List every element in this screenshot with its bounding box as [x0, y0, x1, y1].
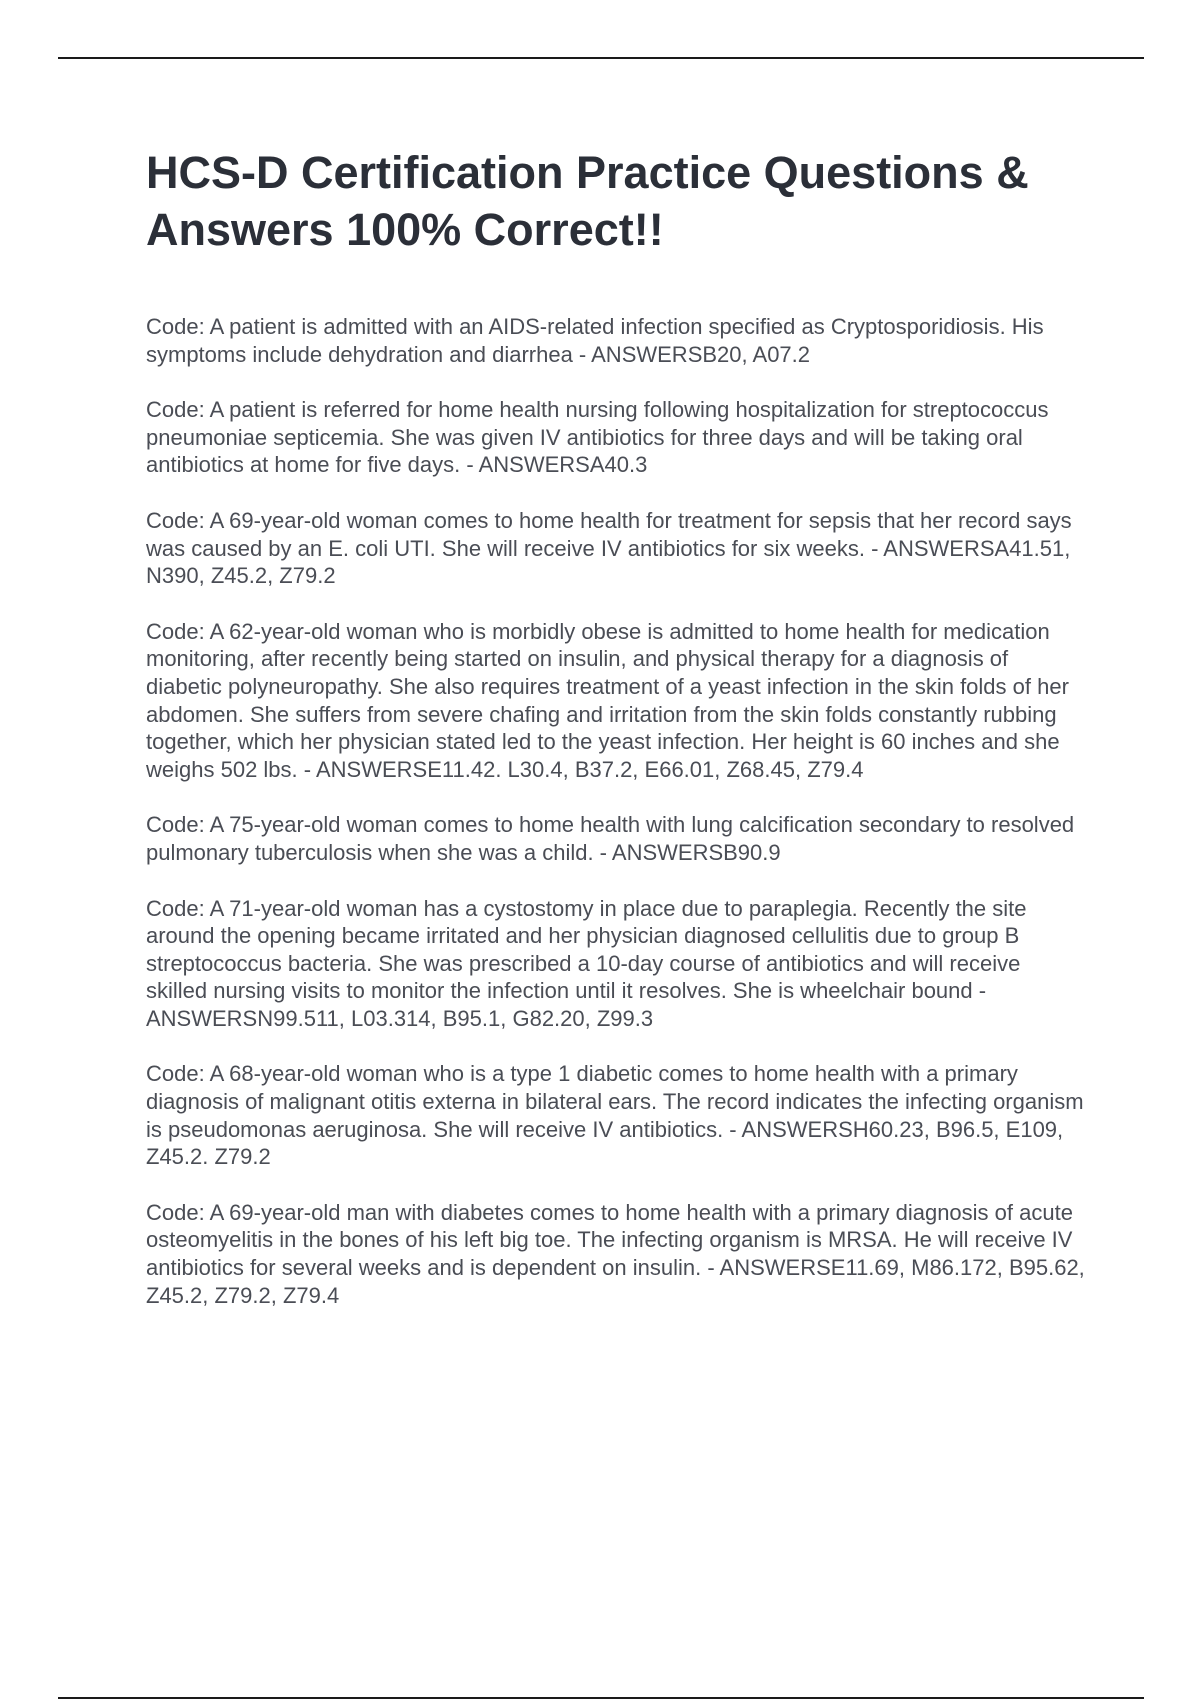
qa-item-5: Code: A 75-year-old woman comes to home health with lung calcification secondary to resolved pulmonary tuberculosis when she was a child. - ANSWERSB90.9 — [146, 812, 1075, 865]
qa-item-3: Code: A 69-year-old woman comes to home health for treatment for sepsis that her record says was caused by an E. coli UTI. She will receive IV antibiotics for six weeks. - ANSWERSA41.51, N390, Z45.2, Z79.2 — [146, 507, 1072, 589]
page-title: HCS-D Certification Practice Questions & Answers 100% Correct!! — [146, 147, 1029, 255]
bottom-rule — [58, 1697, 1144, 1699]
qa-item-7: Code: A 68-year-old woman who is a type 1 diabetic comes to home health with a primary diagnosis of malignant otitis externa in bilateral ears. The record indicates the infecting organism is pseudomonas aeruginosa. She will receive IV antibiotics. - ANSWERSH60.23, B96.5, E109, Z45.2. Z79.2 — [146, 1061, 1084, 1170]
qa-list — [146, 313, 1086, 1337]
qa-item-1: Code: A patient is admitted with an AIDS-related infection specified as Cryptosporidiosis. His symptoms include dehydration and diarrhea - ANSWERSB20, A07.2 — [146, 314, 1044, 367]
qa-item-6: Code: A 71-year-old woman has a cystostomy in place due to paraplegia. Recently the site around the opening became irritated and her physician diagnosed cellulitis due to group B streptococcus bacteria. She was prescribed a 10-day course of antibiotics and will receive skilled nursing visits to monitor the infection until it resolves. She is wheelchair bound - ANSWERSN99.511, L03.314, B95.1, G82.20, Z99.3 — [146, 895, 1027, 1031]
qa-item-2: Code: A patient is referred for home health nursing following hospitalization for streptococcus pneumoniae septicemia. She was given IV antibiotics for three days and will be taking oral antibiotics at home for five days. - ANSWERSA40.3 — [146, 397, 1049, 478]
top-rule — [58, 57, 1144, 59]
qa-item-8: Code: A 69-year-old man with diabetes comes to home health with a primary diagnosis of acute osteomyelitis in the bones of his left big toe. The infecting organism is MRSA. He will receive IV antibiotics for several weeks and is dependent on insulin. - ANSWERSE11.69, M86.172, B95.62, Z45.2, Z79.2, Z79.4 — [146, 1199, 1085, 1308]
qa-item-4: Code: A 62-year-old woman who is morbidly obese is admitted to home health for medication monitoring, after recently being started on insulin, and physical therapy for a diagnosis of diabetic polyneuropathy. She also requires treatment of a yeast infection in the skin folds of her abdomen. She suffers from severe chafing and irritation from the skin folds constantly rubbing together, which her physician stated led to the yeast infection. Her height is 60 inches and she weighs 502 lbs. - ANSWERSE11.42. L30.4, B37.2, E66.01, Z68.45, Z79.4 — [146, 618, 1069, 782]
